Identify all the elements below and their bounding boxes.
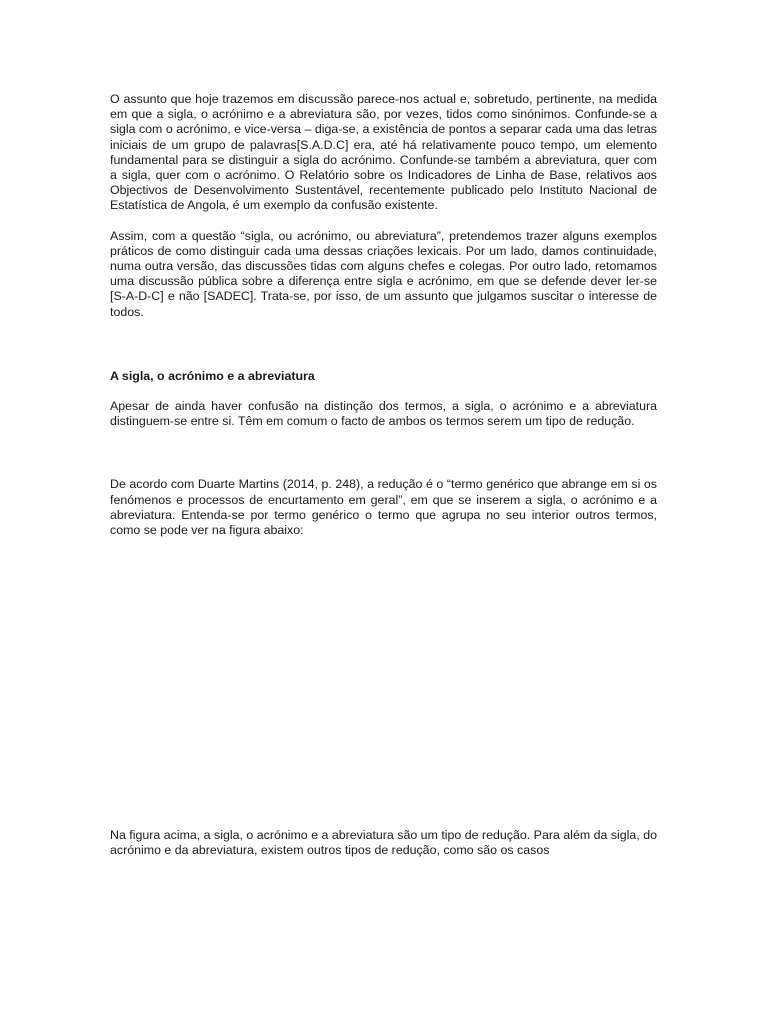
paragraph-definition: De acordo com Duarte Martins (2014, p. 248), a redução é o “termo genérico que abrange em si os fenómenos e processos de encurtamento em geral”, em que se inserem a sigla, o acrónimo e a abreviatura. Entenda-se por termo genérico o termo que agrupa no seu interior outros termos, como se pode ver na figura abaixo: (110, 477, 657, 538)
document-page (110, 92, 657, 859)
figure-area (110, 538, 657, 828)
paragraph-distinction: Apesar de ainda haver confusão na distinção dos termos, a sigla, o acrónimo e a abreviatura distinguem-se entre si. Têm em comum o facto de ambos os termos serem um tipo de redução. (110, 399, 657, 429)
paragraph-intro: O assunto que hoje trazemos em discussão parece-nos actual e, sobretudo, pertinente, na medida em que a sigla, o acrónimo e a abreviatura são, por vezes, tidos como sinónimos. Confunde-se a sigla com o acrónimo, e vice-versa – diga-se, a existência de pontos a separar cada uma das letras iniciais de um grupo de palavras[S.A.D.C] era, até há relativamente pouco tempo, um elemento fundamental para se distinguir a sigla do acrónimo. Confunde-se também a abreviatura, quer com a sigla, quer com o acrónimo. O Relatório sobre os Indicadores de Linha de Base, relativos aos Objectivos de Desenvolvimento Sustentável, recentemente publicado pelo Instituto Nacional de Estatística de Angola, é um exemplo da confusão existente. (110, 92, 657, 213)
section-heading: A sigla, o acrónimo e a abreviatura (110, 368, 315, 383)
paragraph-question: Assim, com a questão “sigla, ou acrónimo, ou abreviatura”, pretendemos trazer alguns exemplos práticos de como distinguir cada uma dessas criações lexicais. Por um lado, damos continuidade, numa outra versão, das discussões tidas com alguns chefes e colegas. Por outro lado, retomamos uma discussão pública sobre a diferença entre sigla e acrónimo, em que se defende dever ler-se [S-A-D-C] e não [SADEC]. Trata-se, por isso, de um assunto que julgamos suscitar o interesse de todos. (110, 228, 657, 319)
paragraph-figure-explanation: Na figura acima, a sigla, o acrónimo e a abreviatura são um tipo de redução. Para além da sigla, do acrónimo e da abreviatura, existem outros tipos de redução, como são os casos (110, 828, 657, 858)
